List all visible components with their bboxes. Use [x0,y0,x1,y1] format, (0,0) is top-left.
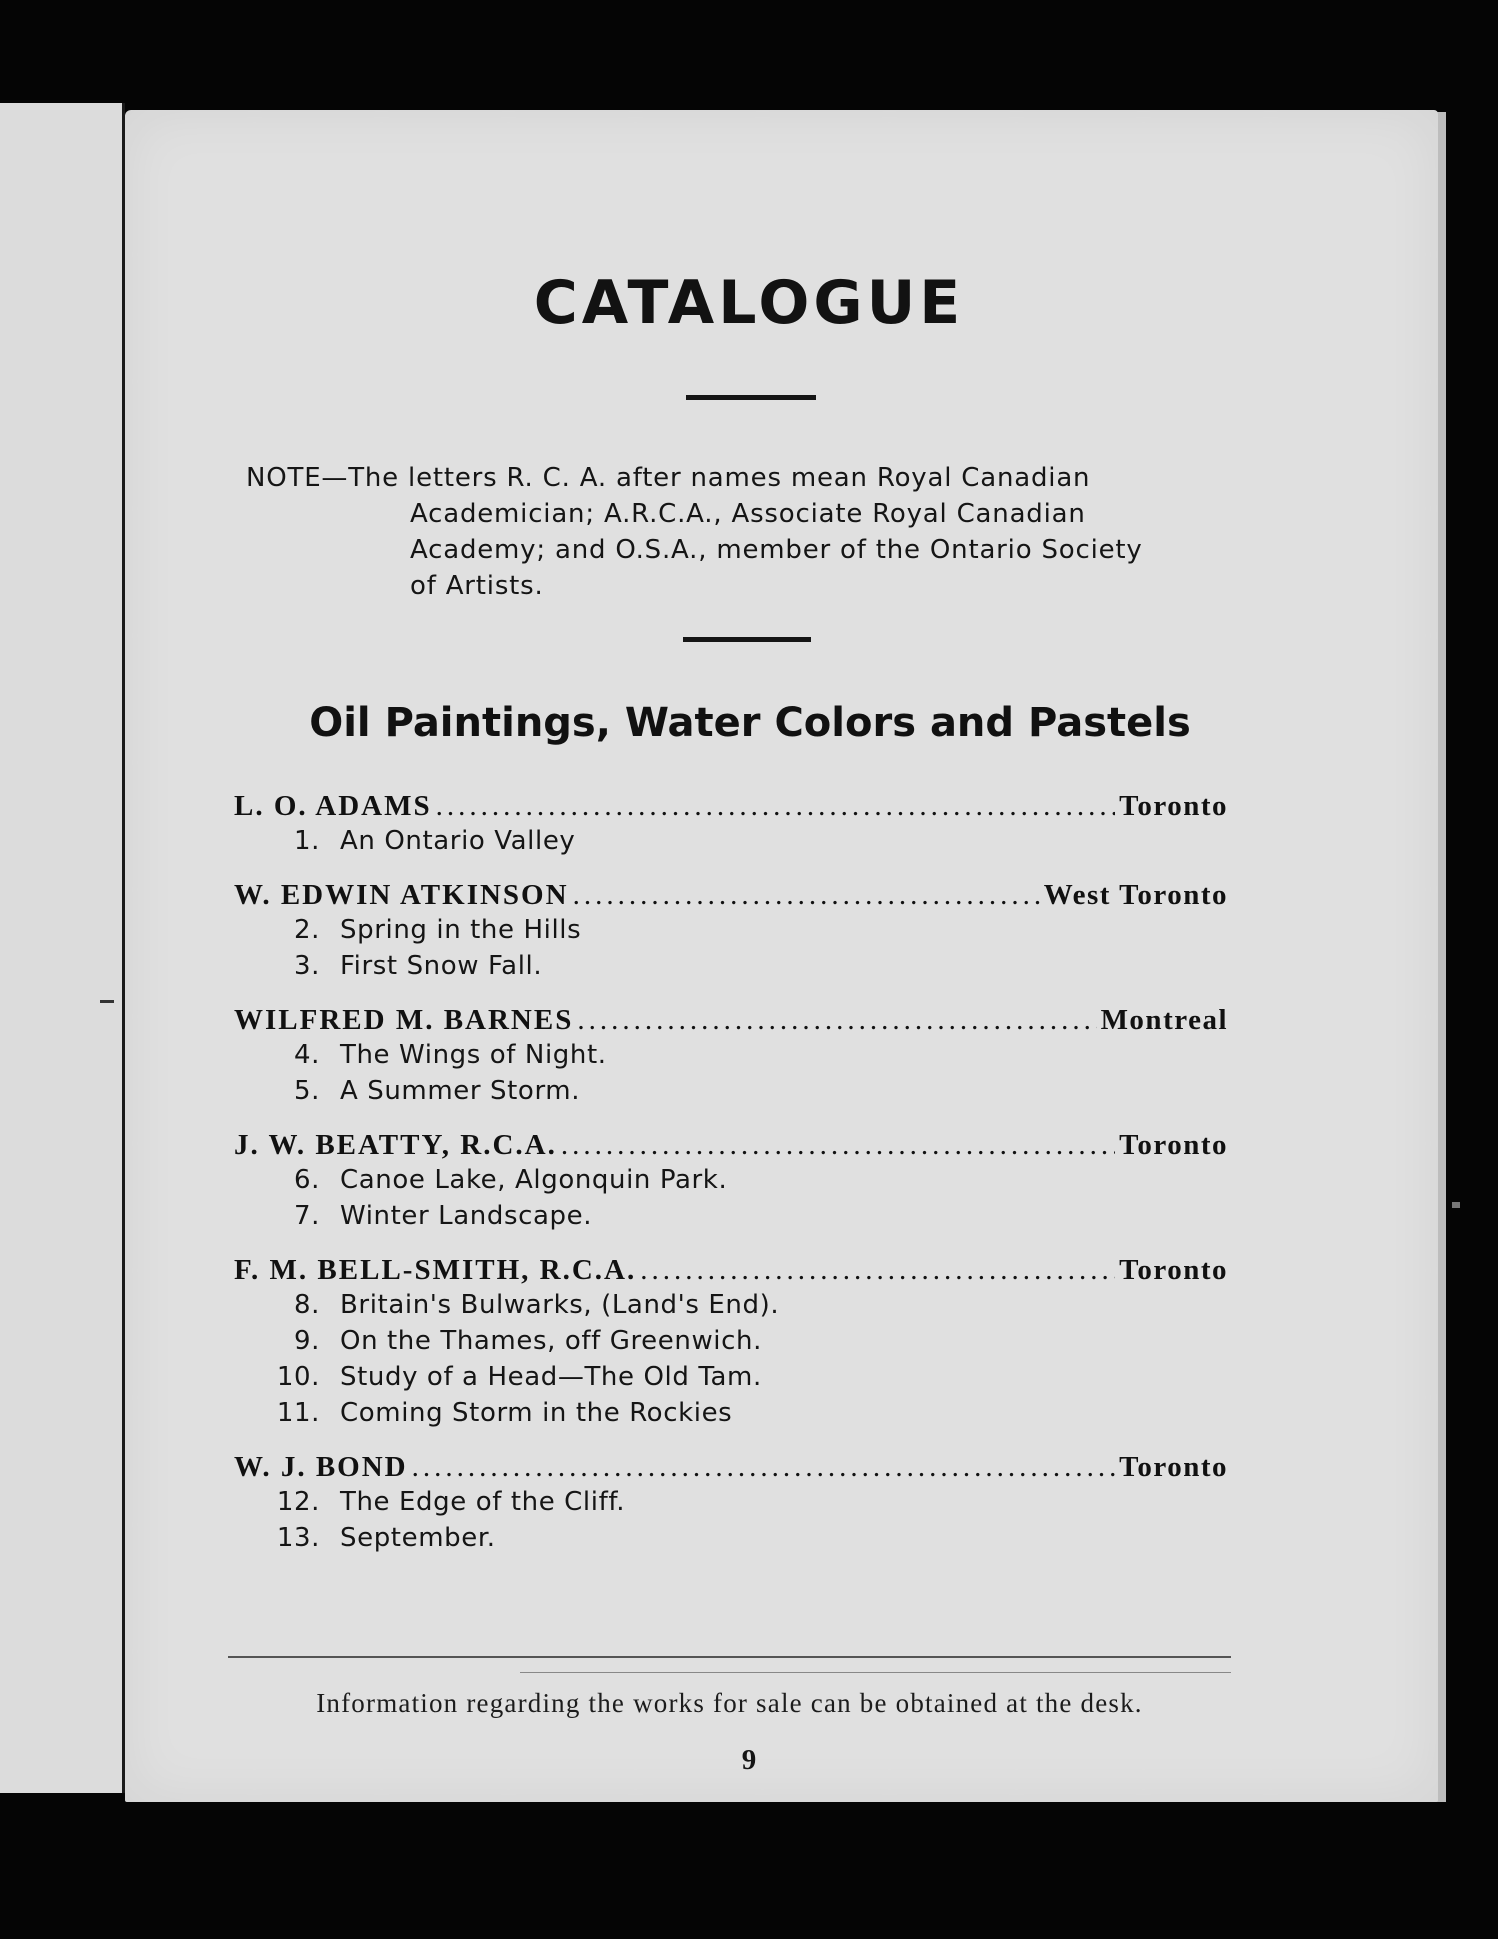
artist-city: Toronto [1119,1129,1228,1161]
work-title: Canoe Lake, Algonquin Park. [340,1165,728,1195]
artist-city: Montreal [1100,1004,1228,1036]
dot-leader [573,879,1040,912]
work-title: An Ontario Valley [340,826,576,856]
work-item [234,1162,1228,1198]
work-number: 9. [293,1326,320,1356]
dot-leader [561,1129,1115,1162]
edge-mark [1452,1202,1460,1208]
artist-row [234,879,1228,912]
work-title: The Edge of the Cliff. [340,1487,626,1517]
artist-row [234,1254,1228,1287]
artist-city: Toronto [1119,1254,1228,1286]
artist-row [234,1129,1228,1162]
facing-page-edge [0,103,125,1793]
section-heading: Oil Paintings, Water Colors and Pastels [309,700,1191,746]
artist-city: Toronto [1119,790,1228,822]
work-number: 5. [293,1076,320,1106]
work-number: 7. [293,1201,320,1231]
work-title: September. [340,1523,496,1553]
work-number: 10. [276,1362,320,1392]
artist-name: F. M. BELL-SMITH, R.C.A. [234,1254,637,1286]
work-item [234,1323,1228,1359]
artist-list [234,790,1228,1556]
note-line: Academician; A.R.C.A., Associate Royal Canadian [410,499,1086,529]
work-number: 2. [293,915,320,945]
work-item [234,1520,1228,1556]
artist-name: J. W. BEATTY, R.C.A. [234,1129,557,1161]
artist-row [234,1451,1228,1484]
work-title: A Summer Storm. [340,1076,581,1106]
work-title: The Wings of Night. [340,1040,607,1070]
footer-note: Information regarding the works for sale can be obtained at the desk. [316,1688,1143,1718]
work-number: 4. [293,1040,320,1070]
footer-rule-secondary [520,1672,1231,1673]
page-title: CATALOGUE [533,268,965,338]
work-item [234,1198,1228,1234]
artist-row [234,790,1228,823]
work-title: Winter Landscape. [340,1201,593,1231]
artist-name: WILFRED M. BARNES [234,1004,574,1036]
footer-rule [228,1656,1231,1658]
dot-leader [577,1004,1096,1037]
binding-mark [100,1000,114,1003]
title-rule [686,395,816,400]
work-number: 8. [293,1290,320,1320]
work-title: First Snow Fall. [340,951,543,981]
work-number: 3. [293,951,320,981]
artist-name: W. J. BOND [234,1451,408,1483]
artist-name: L. O. ADAMS [234,790,432,822]
work-item [234,948,1228,984]
dot-leader [640,1254,1115,1287]
work-number: 13. [276,1523,320,1553]
work-title: Coming Storm in the Rockies [340,1398,733,1428]
work-title: On the Thames, off Greenwich. [340,1326,762,1356]
note-paragraph [246,460,1236,604]
artist-city: West Toronto [1043,879,1228,911]
work-number: 6. [293,1165,320,1195]
artist-name: W. EDWIN ATKINSON [234,879,569,911]
work-item [234,1037,1228,1073]
note-line: Academy; and O.S.A., member of the Ontario Society [410,535,1143,565]
note-rule [683,637,811,642]
work-number: 12. [276,1487,320,1517]
work-item [234,1287,1228,1323]
artist-city: Toronto [1119,1451,1228,1483]
work-item [234,1484,1228,1520]
work-title: Spring in the Hills [340,915,582,945]
note-line: of Artists. [410,571,544,601]
work-title: Britain's Bulwarks, (Land's End). [340,1290,780,1320]
work-item [234,1395,1228,1431]
work-number: 1. [293,826,320,856]
work-item [234,1359,1228,1395]
artist-row [234,1004,1228,1037]
work-number: 11. [276,1398,320,1428]
page-number: 9 [741,1744,757,1776]
dot-leader [412,1451,1116,1484]
note-line: NOTE—The letters R. C. A. after names mean Royal Canadian [246,463,1091,493]
work-title: Study of a Head—The Old Tam. [340,1362,762,1392]
dot-leader [436,790,1116,823]
work-item [234,823,1228,859]
work-item [234,1073,1228,1109]
work-item [234,912,1228,948]
